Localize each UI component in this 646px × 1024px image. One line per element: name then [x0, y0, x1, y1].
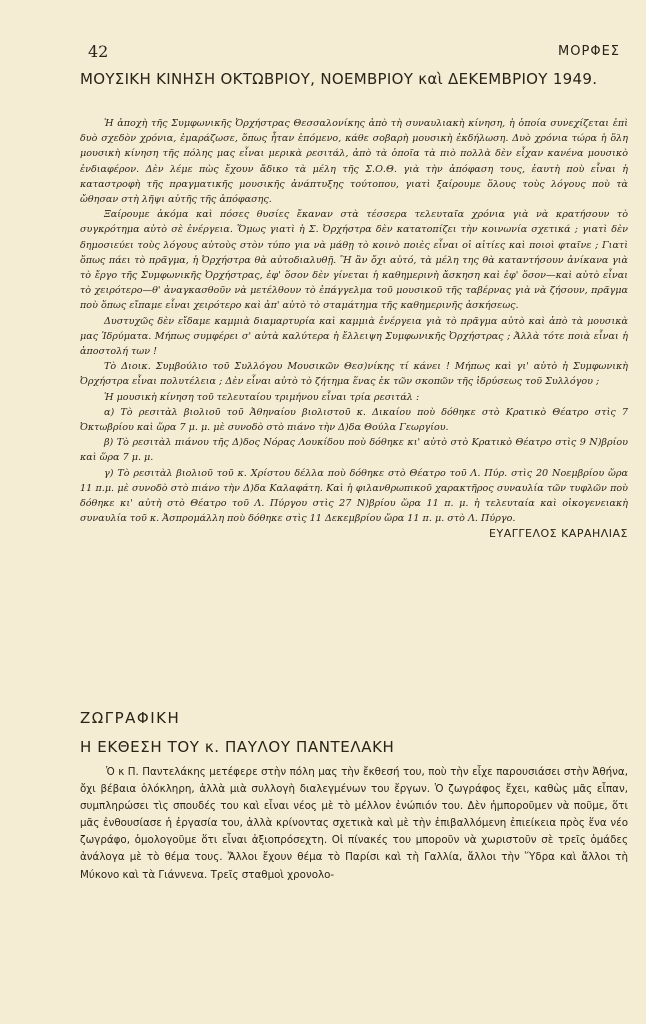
running-title: ΜΟΡΦΕΣ [558, 44, 620, 59]
article-body-exhibition [80, 764, 628, 884]
section-heading-painting: ΖΩΓΡΑΦΙΚΗ [80, 709, 181, 727]
recital-item: γ) Τὸ ρεσιτὰλ βιολιοῦ τοῦ κ. Χρίστου δέλλα ποὺ δόθηκε στὸ Θέατρο τοῦ Λ. Πύρ. στὶς 20 Νοεμβρίου ὥρα 11 π.μ. μὲ συνοδὸ στὸ πιάνο τὴν Δ)δα Καλαφάτη. Καὶ ἡ φιλανθρωπικοῦ χαρακτῆρος συναυλία τῶν τυφλῶν ποὺ δόθηκε κι' αὐτὴ στὸ Θέατρο τοῦ Λ. Πύργου στὶς 27 Ν)βρίου ὥρα 11 π. μ. ἡ τελευταία καὶ οἰκογενειακὴ συναυλία τοῦ κ. Ἀσπρομάλλη ποὺ δόθηκε στὶς 11 Δεκεμβρίου ὥρα 11 π. μ. στὸ Λ. Πύργο. [80, 467, 628, 525]
page-number: 42 [88, 42, 109, 61]
recital-item: β) Τὸ ρεσιτὰλ πιάνου τῆς Δ)δος Νόρας Λουκίδου ποὺ δόθηκε κι' αὐτὸ στὸ Κρατικὸ Θέατρο στὶς 9 Ν)βρίου καὶ ὥρα 7 μ. μ. [80, 437, 628, 464]
paragraph: Ἡ μουσικὴ κίνηση τοῦ τελευταίου τριμήνου εἶναι τρία ρεσιτάλ : [104, 391, 420, 403]
article-body-music [80, 116, 628, 542]
paragraph: Ὁ κ Π. Παντελάκης μετέφερε στὴν πόλη μας τὴν ἔκθεσή του, ποὺ τὴν εἶχε παρουσιάσει στὴν Ἀθήνα, ὄχι βέβαια ὁλόκληρη, ἀλλὰ μιὰ συλλογὴ διαλεγμένων του ἔργων. Ὁ ζωγράφος ἔχει, καθὼς μᾶς εἶπαν, συμπληρώσει τὶς σπουδές του καὶ εἶναι νέος μὲ τὸ μέλλον ἐνώπιόν του. Δὲν ἠμποροῦμεν νὰ ποῦμε, ὅτι μᾶς ἐνθουσίασε ἡ ἐργασία του, ἀλλὰ κρίνοντας σχετικὰ καὶ μὲ τὴν ἐπιβαλλόμενη ἐπιείκεια πρὸς ἕνα νέο ζωγράφο, ὁμολογοῦμε ὅτι εἶναι ἀξιοπρόσεχτη. Οἱ πίνακές του μποροῦν νὰ χωριστοῦν σὲ τρεῖς ὁμάδες ἀνάλογα μὲ τὸ θέμα τους. Ἄλλοι ἔχουν θέμα τὸ Παρίσι καὶ τὴ Γαλλία, ἄλλοι τὴν Ὕδρα καὶ ἄλλοι τὴ Μύκονο καὶ τὰ Γιάννενα. Τρεῖς σταθμοὶ χρονολο- [80, 766, 628, 881]
article-title-exhibition: Η ΕΚΘΕΣΗ ΤΟΥ κ. ΠΑΥΛΟΥ ΠΑΝΤΕΛΑΚΗ [80, 738, 395, 756]
paragraph: Δυστυχῶς δὲν εἴδαμε καμμιὰ διαμαρτυρία καὶ καμμιὰ ἐνέργεια γιὰ τὸ πρᾶγμα αὐτὸ καὶ ἀπὸ τὰ μουσικὰ μας Ἱδρύματα. Μήπως συμφέρει σ' αὐτὰ καλύτερα ἡ ἔλλειψη Συμφωνικῆς Ὀρχήστρας ; Ἀλλὰ τότε ποιὰ εἶναι ἡ ἀποστολή των ! [80, 315, 628, 358]
recital-item: α) Τὸ ρεσιτὰλ βιολιοῦ τοῦ Ἀθηναίου βιολιστοῦ κ. Δικαίου ποὺ δόθηκε στὸ Κρατικὸ Θέατρο στὶς 7 Ὀκτωβρίου καὶ ὥρα 7 μ. μ. μὲ συνοδὸ στὸ πιάνο τὴν Δ)δα Θούλα Γεωργίου. [80, 406, 628, 434]
author-signature: ΕΥΑΓΓΕΛΟΣ ΚΑΡΑΗΛΙΑΣ [489, 527, 628, 541]
paragraph: Ἡ ἀποχὴ τῆς Συμφωνικῆς Ὀρχήστρας Θεσσαλονίκης ἀπὸ τὴ συναυλιακὴ κίνηση, ἡ ὁποία συνεχίζεται ἐπὶ δυὸ σχεδὸν χρόνια, ἐμαράζωσε, ὅπως ἦταν ἑπόμενο, κάθε σοβαρὴ μουσικὴ ἐκδήλωση. Δυὸ χρόνια τώρα ἡ ὅλη μουσικὴ κίνηση τῆς πόλης μας εἶναι μερικὰ ρεσιτάλ, ἀπὸ τὰ ὁποῖα τὰ πιὸ πολλὰ δὲν εἶχαν κανένα μουσικὸ ἐνδιαφέρον. Δὲν λέμε πὼς ἔχουν ἄδικο τὰ μέλη τῆς Σ.Ο.Θ. γιὰ τὴν ἀπόφαση τους, ἑαυτὴ ποὺ εἶναι ἡ καταστροφὴ τῆς πραγματικῆς μουσικῆς ἀνάπτυξης τούτοπου, γιατὶ ξαίρουμε ὅλους τοὺς λόγους ποὺ τὰ ὤθησαν στὴ λῆψι αὐτῆς τῆς ἀπόφασης. [80, 118, 628, 206]
paragraph: Τὸ Διοικ. Συμβούλιο τοῦ Συλλόγου Μουσικῶν Θεσ)νίκης τί κάνει ! Μήπως καὶ γι' αὐτὸ ἡ Συμφωνικὴ Ὀρχήστρα εἶναι πολυτέλεια ; Δὲν εἶναι αὐτὸ τὸ ζήτημα ἕνας ἐκ τῶν σκοπῶν τῆς ἱδρύσεως τοῦ Συλλόγου ; [80, 361, 628, 388]
paragraph: Ξαίρουμε ἀκόμα καὶ πόσες θυσίες ἔκαναν στὰ τέσσερα τελευταῖα χρόνια γιὰ νὰ κρατήσουν τὸ συγκρότημα αὐτὸ σὲ ἐνέργεια. Ὅμως γιατὶ ἡ Σ. Ὀρχήστρα δὲν κατατοπίζει τὴν κοινωνία σχετικά ; γιατὶ δὲν δημοσιεύει τοὺς λόγους αὐτοὺς στὸν τύπο για νὰ μάθῃ τὸ κοινὸ ποιὲς εἶναι οἱ αἰτίες καὶ ποιοὶ φταῖνε ; Γιατὶ ὅπως πάει τὸ πρᾶγμα, ἡ Ὀρχήστρα θὰ αὐτοδιαλυθῇ. Ἢ ἂν ὄχι αὐτό, τὰ μέλη της θὰ καταντήσουν ἀνίκανα γιὰ τὸ ἔργο τῆς Συμφωνικῆς Ὀρχήστρας, ἐφ' ὅσον δὲν γίνεται ἡ καθημερινὴ ἄσκηση καὶ ἐφ' ὅσον—καὶ αὐτὸ εἶναι τὸ χειρότερο—θ' ἀναγκασθοῦν νὰ μετέλθουν τὸ ἐπάγγελμα τοῦ μουσικοῦ τῆς ταβέρνας γιὰ νὰ ζήσουν, πρᾶγμα ποὺ ὅπως εἴπαμε εἶναι χειρότερο καὶ ἀπ' αὐτὸ τὸ σταμάτημα τῆς καθημερινῆς ἀσκήσεως. [80, 209, 628, 312]
article-title-music: ΜΟΥΣΙΚΗ ΚΙΝΗΣΗ ΟΚΤΩΒΡΙΟΥ, ΝΟΕΜΒΡΙΟΥ καὶ ΔΕΚΕΜΒΡΙΟΥ 1949. [80, 70, 598, 88]
